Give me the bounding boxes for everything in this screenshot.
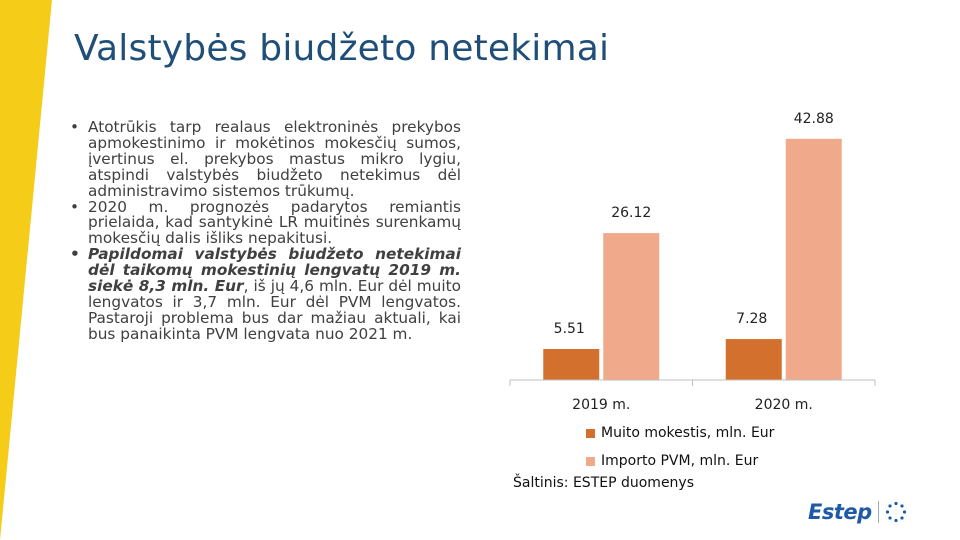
bar-importo-pvm bbox=[603, 233, 659, 380]
category-label: 2020 m. bbox=[754, 397, 813, 413]
bar-muito bbox=[726, 339, 782, 380]
bullet-emphasis: Papildomai valstybės biudžeto netekimai dėl taikomų mokestinių lengvatų 2019 m. siekė 8,3 mln. Eur bbox=[88, 245, 461, 296]
category-label: 2019 m. bbox=[572, 397, 631, 413]
bar-importo-pvm bbox=[786, 139, 842, 380]
bullet-item bbox=[68, 120, 461, 200]
legend bbox=[586, 424, 774, 480]
data-label: 26.12 bbox=[611, 205, 652, 222]
source-note: Šaltinis: ESTEP duomenys bbox=[513, 475, 695, 491]
bullet-item bbox=[68, 247, 461, 342]
logo-divider bbox=[878, 501, 879, 523]
bullet-text: Atotrūkis tarp realaus elektroninės prekybos apmokestinimo ir mokėtinos mokesčių sumos, įvertinus el. prekybos mastus mikro lygiu, atspindi valstybės biudžeto netekimus dėl administravimo sistemos trūkumų. bbox=[88, 118, 461, 200]
legend-item bbox=[586, 424, 774, 442]
bullet-list bbox=[68, 120, 461, 343]
data-label: 7.28 bbox=[736, 311, 768, 328]
logo-dots-icon bbox=[885, 501, 907, 523]
legend-label: Muito mokestis, mln. Eur bbox=[601, 425, 775, 441]
data-label: 42.88 bbox=[793, 110, 834, 127]
bullet-item bbox=[68, 197, 461, 248]
slide-title: Valstybės biudžeto netekimai bbox=[74, 28, 610, 69]
bar-chart bbox=[495, 90, 895, 420]
legend-swatch-importo-pvm bbox=[586, 457, 595, 466]
legend-label: Importo PVM, mln. Eur bbox=[601, 453, 759, 469]
data-label: 5.51 bbox=[553, 321, 585, 338]
logo-text: Estep bbox=[808, 500, 872, 524]
estep-logo bbox=[808, 500, 907, 524]
accent-stripe bbox=[0, 0, 52, 540]
bullet-text: 2020 m. prognozės padarytos remiantis prielaida, kad santykinė LR muitinės surenkamų mokesčių dalis išliks nepakitusi. bbox=[88, 197, 461, 248]
legend-item bbox=[586, 452, 774, 470]
bullet-text: , iš jų 4,6 mln. Eur dėl muito lengvatos ir 3,7 mln. Eur dėl PVM lengvatos. Pastaroji problema bus dar mažiau aktuali, kai bus panaikinta PVM lengvata nuo 2021 m. bbox=[88, 277, 461, 343]
bar-muito bbox=[543, 349, 599, 380]
legend-swatch-muito bbox=[586, 429, 595, 438]
